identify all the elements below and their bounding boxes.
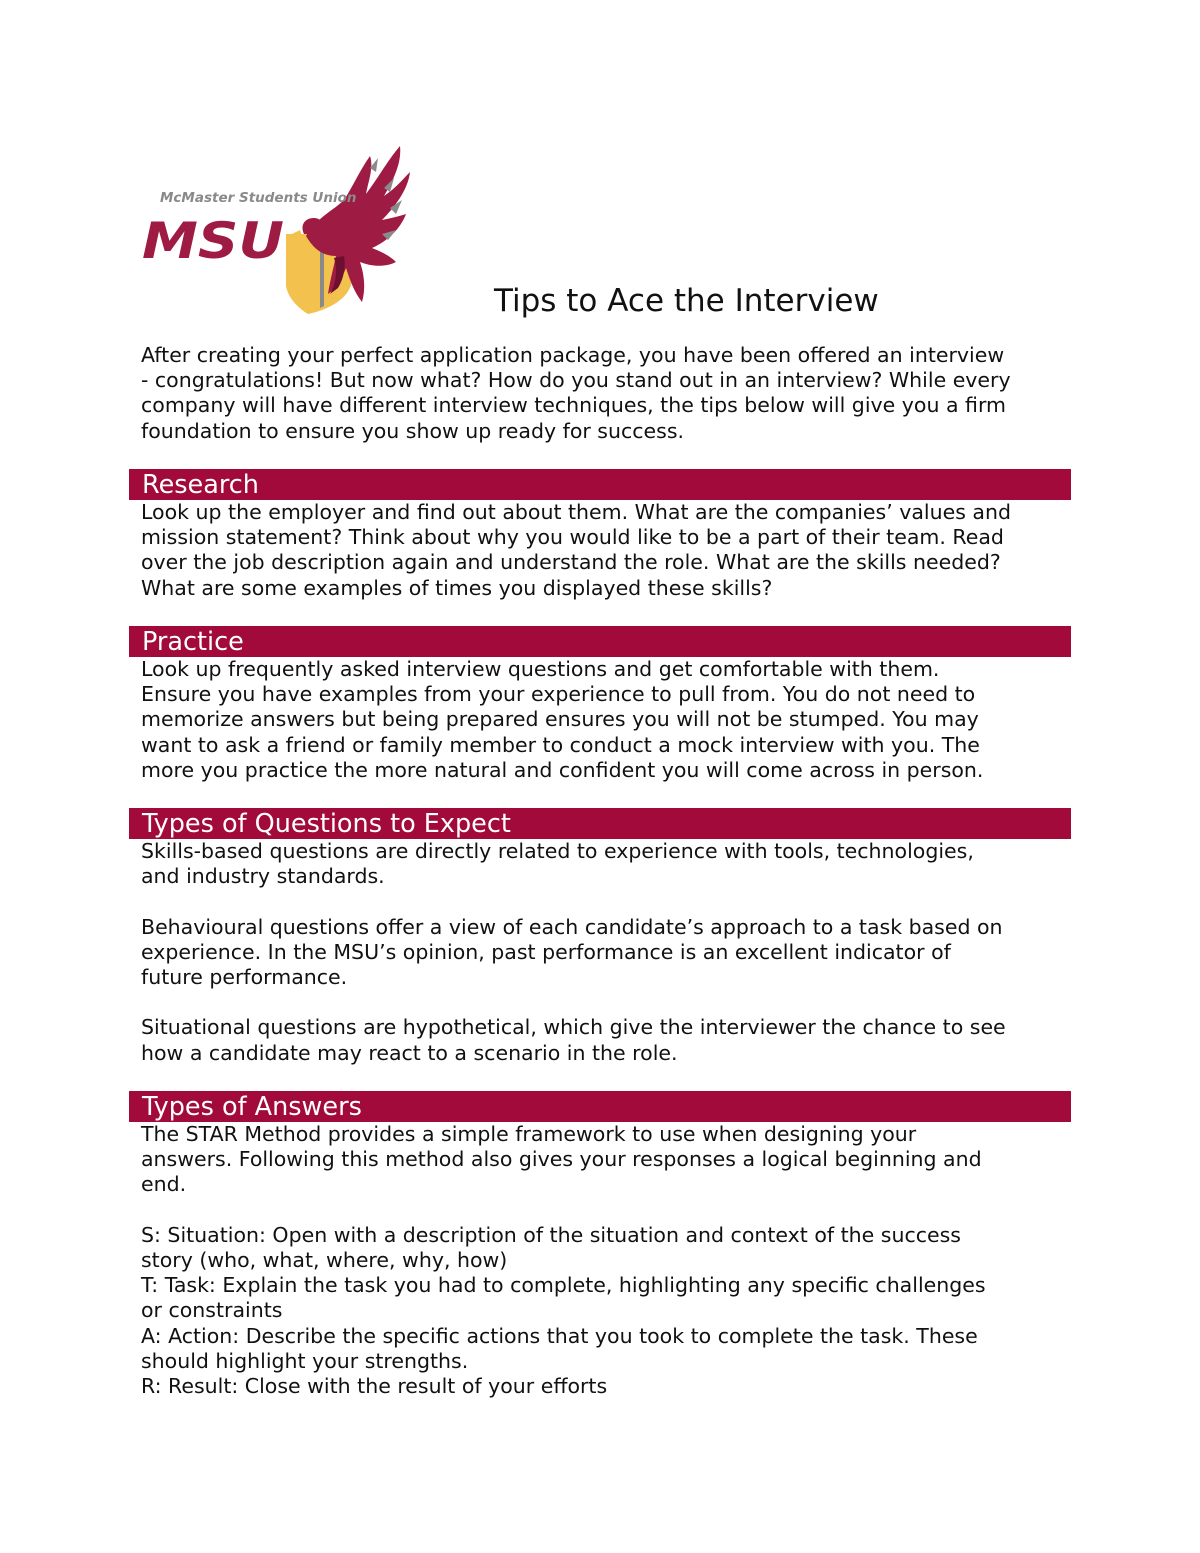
body-line: future performance. [141,965,348,989]
intro-paragraph [141,343,1071,444]
body-line: Look up the employer and find out about them. What are the companies’ values and [141,500,1011,524]
body-line: answers. Following this method also gives your responses a logical beginning and [141,1147,982,1172]
body-line: and industry standards. [141,864,385,889]
body-line: Look up frequently asked interview questions and get comfortable with them. [141,657,940,681]
section-answer-types [129,1091,1071,1399]
star-result: R: Result: Close with the result of your efforts [141,1374,608,1399]
section-research [129,469,1071,601]
body-line: Behavioural questions offer a view of each candidate’s approach to a task based on [141,914,1003,939]
section-heading: Types of Questions to Expect [129,808,1071,839]
body-line: mission statement? Think about why you would like to be a part of their team. Read [141,525,1004,550]
section-body [129,839,1071,1066]
intro-line: company will have different interview techniques, the tips below will give you a firm [141,393,1006,418]
intro-line: - congratulations! But now what? How do you stand out in an interview? While every [141,368,1011,393]
body-line: experience. In the MSU’s opinion, past performance is an excellent indicator of [141,939,951,964]
logo-org-name: McMaster Students Union [160,190,357,206]
body-line: memorize answers but being prepared ensures you will not be stumped. You may [141,707,979,732]
body-line: Skills-based questions are directly related to experience with tools, technologies, [141,839,974,863]
intro-line: After creating your perfect application package, you have been offered an interview [141,343,1005,367]
body-line: The STAR Method provides a simple framework to use when designing your [141,1122,917,1146]
star-situation: S: Situation: Open with a description of the situation and context of the success [141,1222,961,1247]
body-line: more you practice the more natural and confident you will come across in person. [141,757,984,782]
body-line: how a candidate may react to a scenario in the role. [141,1040,678,1065]
body-line: want to ask a friend or family member to conduct a mock interview with you. The [141,732,980,757]
section-body [129,500,1071,601]
star-task: T: Task: Explain the task you had to complete, highlighting any specific challenges [141,1273,986,1298]
intro-line: foundation to ensure you show up ready for success. [141,418,685,443]
section-body [129,657,1071,783]
body-line: story (who, what, where, why, how) [141,1248,508,1272]
body-line: should highlight your strengths. [141,1348,469,1373]
section-body [129,1122,1071,1399]
section-heading: Research [129,469,1071,500]
body-line: over the job description again and understand the role. What are the skills needed? [141,550,1001,575]
section-heading: Practice [129,626,1071,657]
section-question-types [129,808,1071,1066]
body-line: or constraints [141,1298,283,1323]
page-title: Tips to Ace the Interview [494,283,879,319]
section-practice [129,626,1071,783]
star-action: A: Action: Describe the specific actions that you took to complete the task. These [141,1323,978,1348]
body-line: end. [141,1172,187,1197]
body-line: Ensure you have examples from your experience to pull from. You do not need to [141,682,976,707]
logo-acronym: MSU [142,212,284,270]
body-line: Situational questions are hypothetical, which give the interviewer the chance to see [141,1015,1006,1040]
msu-logo [138,138,410,316]
body-line: What are some examples of times you displayed these skills? [141,575,773,600]
section-heading: Types of Answers [129,1091,1071,1122]
